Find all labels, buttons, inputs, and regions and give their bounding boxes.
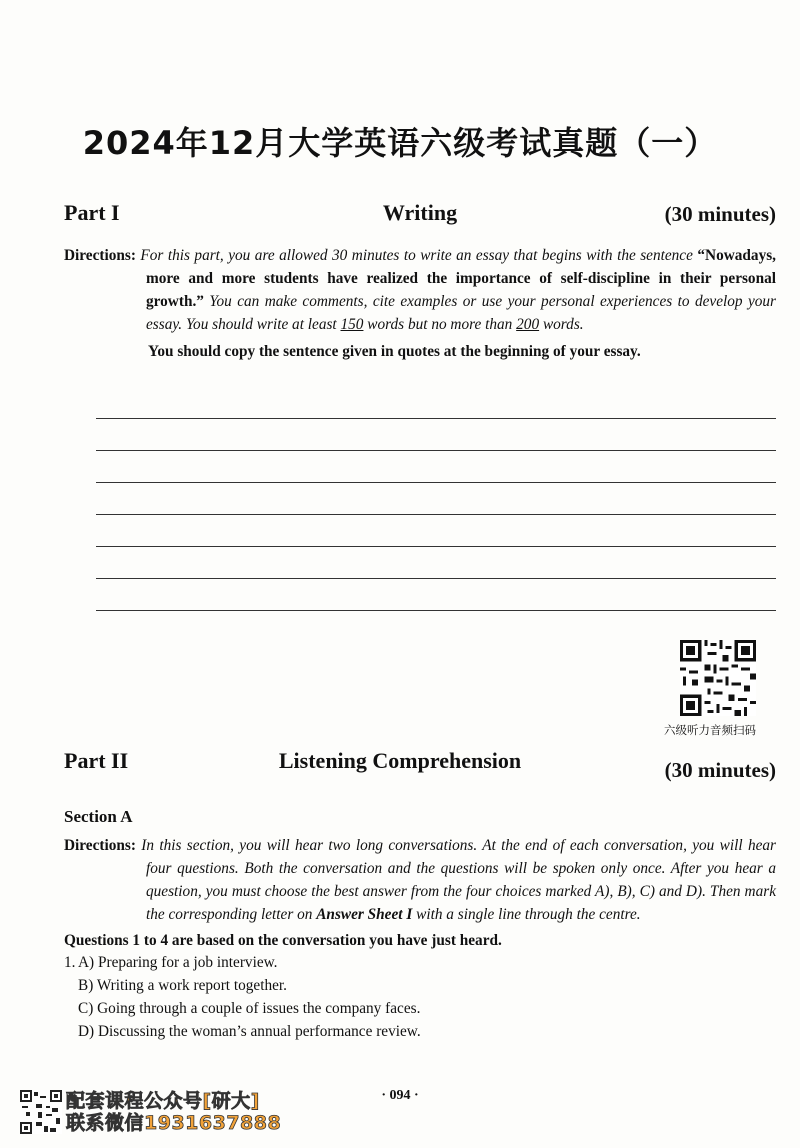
footer-qr-icon (20, 1090, 62, 1134)
part2-number: Part II (64, 748, 129, 773)
part2-title: Listening Comprehension (278, 748, 522, 773)
footer-line-1: 配套课程公众号[研大] (66, 1090, 260, 1112)
writing-area[interactable] (96, 387, 776, 611)
directions-text-a: For this part, you are allowed 30 minutes to write an essay that begins with the sentence (140, 247, 693, 264)
writing-line (96, 387, 776, 419)
section-a-directions (64, 834, 776, 926)
section-a-title: Section A (64, 807, 133, 826)
part1-directions (64, 244, 776, 336)
page-title: 2024年12月大学英语六级考试真题（一） (82, 124, 718, 162)
footer-line-2: 联系微信1931637888 (66, 1112, 282, 1134)
option-c[interactable]: C) Going through a couple of issues the company faces. (78, 1000, 421, 1017)
directions-text-a: In this section, you will hear two long conversations. At the end of each conversation, you will hear four questions. Both the conversation and the questions will be spoken only once. After you hear a question, you must choose the best answer from the four choices marked A), B), C) and D). Then mark the corresponding letter on (141, 837, 776, 923)
qr-code-icon (680, 640, 756, 716)
writing-line (96, 579, 776, 611)
directions-text-b: You can make comments, cite examples or use your personal experiences to develop your essay. You should write at least (146, 293, 776, 333)
max-words: 200 (516, 316, 540, 333)
part2-time: (30 minutes) (664, 758, 776, 782)
option-d[interactable]: D) Discussing the woman’s annual performance review. (78, 1023, 421, 1040)
page-number: · 094 · (381, 1088, 419, 1103)
questions-header: Questions 1 to 4 are based on the conversation you have just heard. (64, 932, 502, 949)
directions-text-b: with a single line through the centre. (416, 906, 641, 923)
option-b[interactable]: B) Writing a work report together. (78, 977, 287, 994)
option-a[interactable]: A) Preparing for a job interview. (78, 954, 278, 971)
min-words: 150 (340, 316, 364, 333)
part1-header (64, 200, 776, 234)
part2-header (64, 748, 776, 782)
directions-text-d: words. (542, 316, 584, 333)
answer-sheet-ref: Answer Sheet I (316, 906, 413, 923)
qr-caption: 六级听力音频扫码 (664, 723, 756, 737)
directions-label: Directions: (64, 247, 136, 264)
directions-quote: “Nowadays, more and more students have realized the importance of self-discipline in their personal growth.” (146, 247, 776, 310)
directions-text-c: words but no more than (367, 316, 513, 333)
writing-line (96, 451, 776, 483)
copy-instruction: You should copy the sentence given in quotes at the beginning of your essay. (148, 343, 641, 360)
directions-label: Directions: (64, 837, 136, 854)
part1-time: (30 minutes) (664, 202, 776, 226)
writing-line (96, 515, 776, 547)
part1-title: Writing (382, 200, 458, 225)
part1-number: Part I (64, 200, 120, 225)
writing-line (96, 419, 776, 451)
writing-line (96, 483, 776, 515)
question-number: 1. (64, 954, 76, 971)
writing-line (96, 547, 776, 579)
footer-watermark (66, 1090, 310, 1134)
